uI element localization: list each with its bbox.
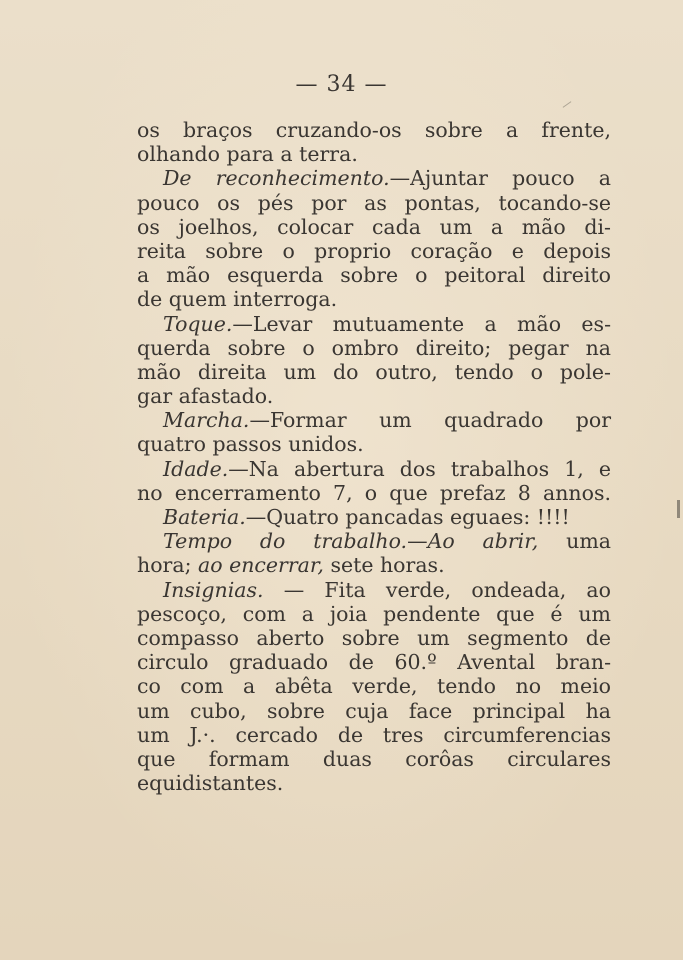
section-heading: Idade. <box>163 456 229 481</box>
text-line: equidistantes. <box>137 771 284 796</box>
text-line: os braços cruzando-os sobre a frente, <box>137 118 611 142</box>
ink-mark <box>677 500 680 518</box>
section-heading: De reconhecimento. <box>163 166 390 191</box>
text-line: pouco os pés por as pontas, tocando-se <box>137 190 611 215</box>
text-line: co com a abêta verde, tendo no meio <box>137 674 611 699</box>
text-line: quatro passos unidos. <box>137 432 364 457</box>
text-line: De reconhecimento.—Ajuntar pouco a <box>163 166 611 191</box>
section-heading: Insignias. <box>163 577 264 602</box>
text-line: mão direita um do outro, tendo o pole- <box>137 359 611 384</box>
section-heading: Marcha. <box>163 408 250 433</box>
text-line: de quem interroga. <box>137 287 338 312</box>
section-heading: Bateria. <box>163 505 246 529</box>
text-line: no encerramento 7, o que prefaz 8 annos. <box>137 480 611 505</box>
text-line: Insignias. — Fita verde, ondeada, ao <box>163 577 611 602</box>
text-line: Marcha.—Formar um quadrado por <box>163 408 611 433</box>
section-heading: Tempo do trabalho. <box>163 529 408 554</box>
text-line: reita sobre o proprio coração e depois <box>137 238 611 263</box>
text-line: Tempo do trabalho.—Ao abrir, uma <box>163 529 611 554</box>
text-line: Bateria.—Quatro pancadas eguaes: !!!! <box>163 505 570 529</box>
text-line: que formam duas corôas circulares <box>137 746 611 771</box>
body-text <box>137 118 611 795</box>
text-line: compasso aberto sobre um segmento de <box>137 625 611 650</box>
text-line: um J.·. cercado de tres circumferencias <box>137 722 611 747</box>
page-number: — 34 — <box>295 72 388 97</box>
text-line: um cubo, sobre cuja face principal ha <box>137 698 611 723</box>
text-line: hora; ao encerrar, sete horas. <box>137 553 445 578</box>
section-heading: Toque. <box>163 311 233 336</box>
text-line: os joelhos, colocar cada um a mão di- <box>137 214 611 239</box>
text-line: querda sobre o ombro direito; pegar na <box>137 335 611 360</box>
ink-mark <box>563 101 572 108</box>
text-line: pescoço, com a joia pendente que é um <box>137 601 611 626</box>
text-line: circulo graduado de 60.º Avental bran- <box>137 650 611 675</box>
text-line: a mão esquerda sobre o peitoral direito <box>137 263 611 288</box>
text-line: gar afastado. <box>137 384 274 409</box>
text-line: Toque.—Levar mutuamente a mão es- <box>163 311 611 336</box>
text-line: Idade.—Na abertura dos trabalhos 1, e <box>163 456 611 481</box>
text-line: olhando para a terra. <box>137 142 358 167</box>
